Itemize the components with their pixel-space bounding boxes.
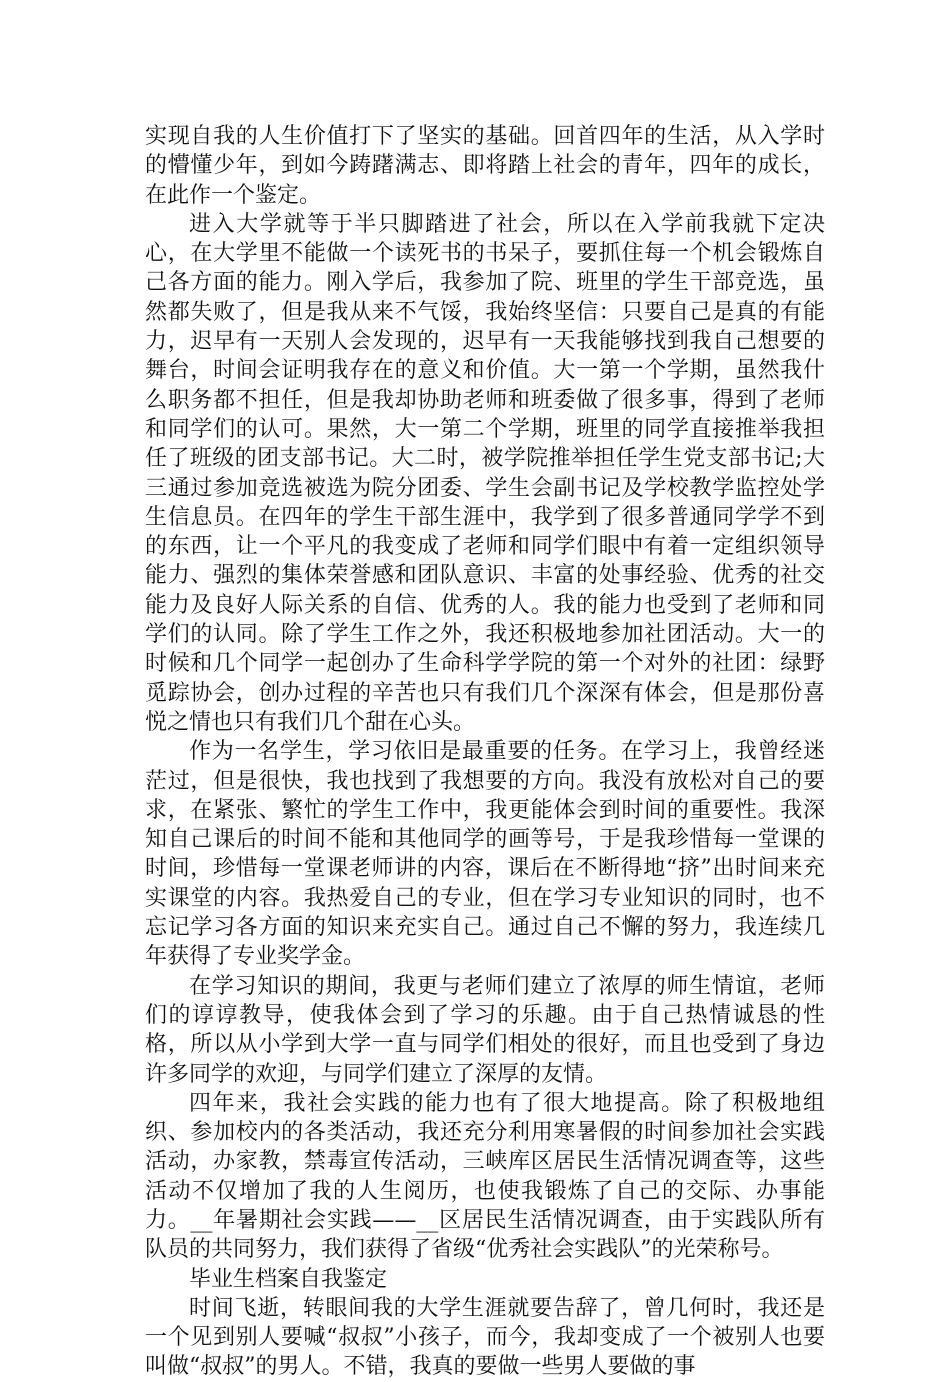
paragraph-final: 时间飞逝，转眼间我的大学生涯就要告辞了，曾几何时，我还是一个见到别人要喊“叔叔”小孩子，而今，我却变成了一个被别人也要叫做“叔叔”的男人。不错，我真的要做一些男人要做的事	[145, 1295, 825, 1380]
paragraph-social-practice: 四年来，我社会实践的能力也有了很大地提高。除了积极地组织、参加校内的各类活动，我还充分利用寒暑假的时间参加社会实践活动，办家教，禁毒宣传活动，三峡库区居民生活情况调查等，这些活动不仅增加了我的人生阅历，也使我锻炼了自己的交际、办事能力。__年暑期社会实践——__区居民生活情况调查，由于实践队所有队员的共同努力，我们获得了省级“优秀社会实践队”的光荣称号。	[145, 1090, 825, 1263]
paragraph-study: 作为一名学生，学习依旧是最重要的任务。在学习上，我曾经迷茫过，但是很快，我也找到了我想要的方向。我没有放松对自己的要求，在紧张、繁忙的学生工作中，我更能体会到时间的重要性。我深知自己课后的时间不能和其他同学的画等号，于是我珍惜每一堂课的时间，珍惜每一堂课老师讲的内容，课后在不断得地“挤”出时间来充实课堂的内容。我热爱自己的专业，但在学习专业知识的同时，也不忘记学习各方面的知识来充实自己。通过自己不懈的努力，我连续几年获得了专业奖学金。	[145, 739, 825, 970]
document-page	[145, 122, 825, 1382]
paragraph-intro: 实现自我的人生价值打下了坚实的基础。回首四年的生活，从入学时的懵懂少年，到如今踌躇满志、即将踏上社会的青年，四年的成长，在此作一个鉴定。	[145, 124, 825, 208]
paragraph-teachers-friends: 在学习知识的期间，我更与老师们建立了浓厚的师生情谊，老师们的谆谆教导，使我体会到了学习的乐趣。由于自己热情诚恳的性格，所以从小学到大学一直与同学们相处的很好，而且也受到了身边许多同学的欢迎，与同学们建立了深厚的友情。	[145, 973, 825, 1087]
section-title: 毕业生档案自我鉴定	[189, 1266, 388, 1292]
paragraph-student-leadership: 进入大学就等于半只脚踏进了社会，所以在入学前我就下定决心，在大学里不能做一个读死书的书呆子，要抓住每一个机会锻炼自己各方面的能力。刚入学后，我参加了院、班里的学生干部竞选，虽然都失败了，但是我从来不气馁，我始终坚信：只要自己是真的有能力，迟早有一天别人会发现的，迟早有一天我能够找到我自己想要的舞台，时间会证明我存在的意义和价值。大一第一个学期，虽然我什么职务都不担任，但是我却协助老师和班委做了很多事，得到了老师和同学们的认可。果然，大一第二个学期，班里的同学直接推举我担任了班级的团支部书记。大二时，被学院推举担任学生党支部书记;大三通过参加竞选被选为院分团委、学生会副书记及学校教学监控处学生信息员。在四年的学生干部生涯中，我学到了很多普通同学学不到的东西，让一个平凡的我变成了老师和同学们眼中有着一定组织领导能力、强烈的集体荣誉感和团队意识、丰富的处事经验、优秀的社交能力及良好人际关系的自信、优秀的人。我的能力也受到了老师和同学们的认同。除了学生工作之外，我还积极地参加社团活动。大一的时候和几个同学一起创办了生命科学学院的第一个对外的社团：绿野觅踪协会，创办过程的辛苦也只有我们几个深深有体会，但是那份喜悦之情也只有我们几个甜在心头。	[145, 211, 825, 735]
